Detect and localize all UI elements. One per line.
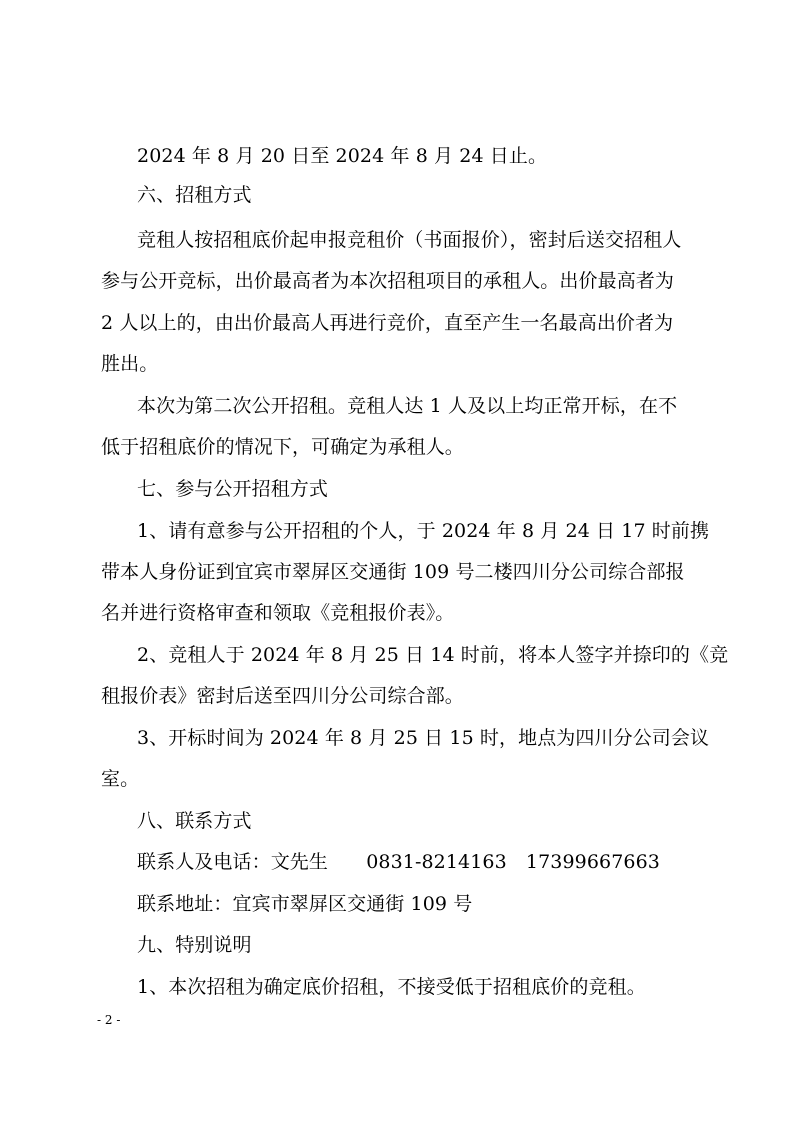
text-line: 2、竞租人于 2024 年 8 月 25 日 14 时前，将本人签字并捺印的《竞 [137, 644, 729, 666]
contact-line: 联系人及电话：文先生 0831-8214163 17399667663 [137, 851, 660, 873]
text-line: 2024 年 8 月 20 日至 2024 年 8 月 24 日止。 [137, 145, 548, 167]
text-line: 参与公开竞标，出价最高者为本次招租项目的承租人。出价最高者为 [101, 270, 675, 292]
text-line: 1、本次招租为确定底价招租，不接受低于招租底价的竞租。 [137, 976, 646, 998]
text-line: 1、请有意参与公开招租的个人，于 2024 年 8 月 24 日 17 时前携 [137, 520, 710, 542]
text-line: 低于招租底价的情况下，可确定为承租人。 [101, 436, 464, 458]
section-heading: 六、招租方式 [137, 184, 252, 206]
text-line: 名并进行资格审查和领取《竞租报价表》。 [101, 602, 455, 624]
section-heading: 七、参与公开招租方式 [137, 478, 329, 500]
section-heading: 八、联系方式 [137, 810, 252, 832]
text-line: 带本人身份证到宜宾市翠屏区交通街 109 号二楼四川分公司综合部报 [101, 561, 685, 583]
address-line: 联系地址：宜宾市翠屏区交通街 109 号 [137, 893, 473, 915]
text-line: 竞租人按招租底价起申报竞租价（书面报价），密封后送交招租人 [137, 229, 682, 251]
section-heading: 九、特别说明 [137, 934, 252, 956]
page-number: - 2 - [97, 1013, 121, 1027]
text-line: 3、开标时间为 2024 年 8 月 25 日 15 时，地点为四川分公司会议 [137, 727, 710, 749]
text-line: 2 人以上的，由出价最高人再进行竞价，直至产生一名最高出价者为 [101, 312, 674, 334]
text-line: 胜出。 [101, 353, 159, 375]
text-line: 室。 [101, 768, 140, 790]
text-line: 租报价表》密封后送至四川分公司综合部。 [101, 685, 464, 707]
text-line: 本次为第二次公开招租。竞租人达 1 人及以上均正常开标，在不 [137, 395, 678, 417]
